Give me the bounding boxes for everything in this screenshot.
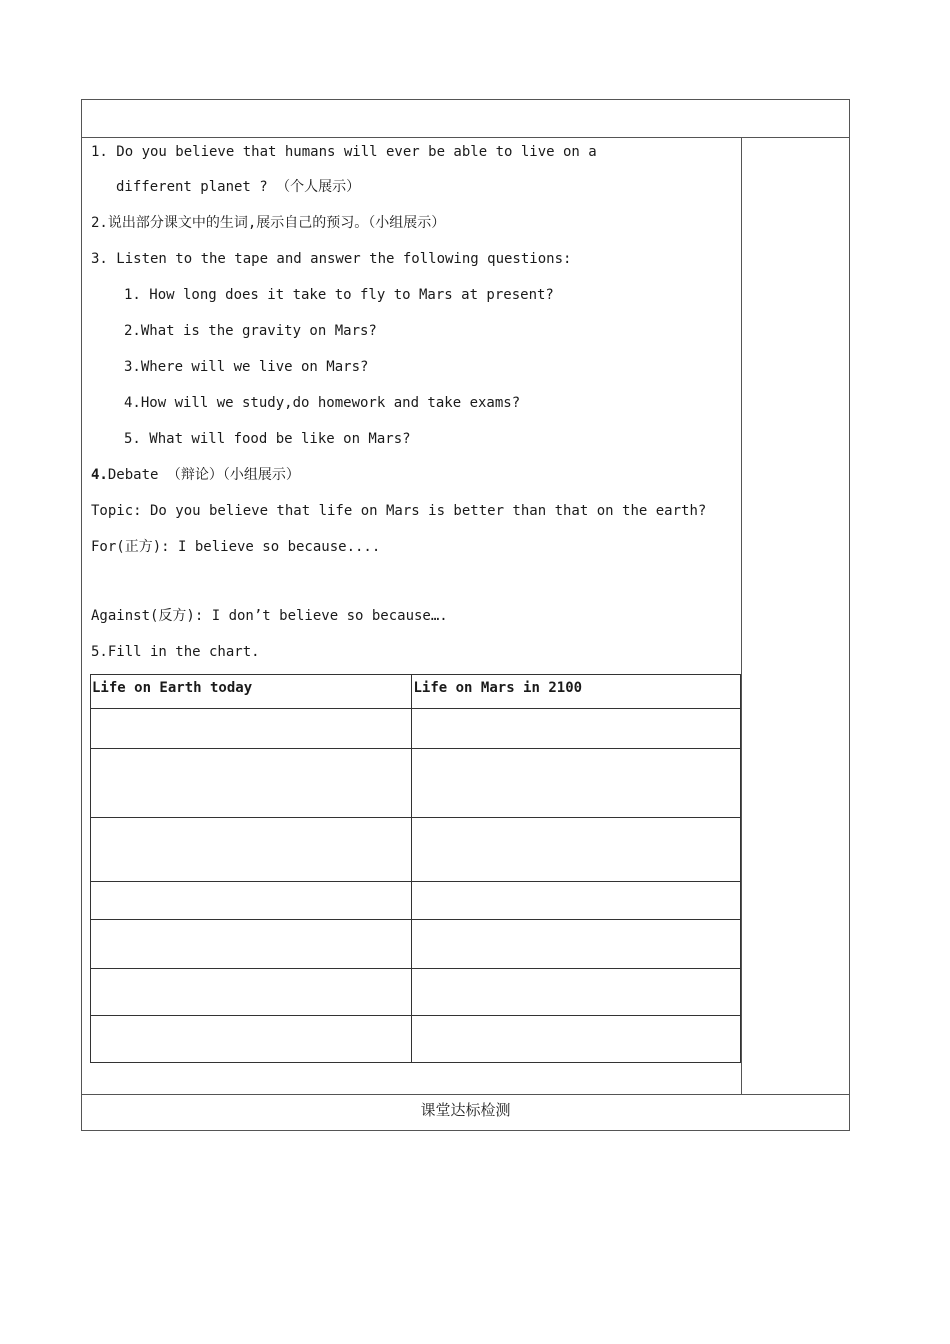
table-row: [91, 920, 741, 969]
question-1-line-1: 1. Do you believe that humans will ever be able to live on a: [91, 144, 597, 160]
top-blank-row: [82, 100, 849, 138]
earth-cell[interactable]: [91, 709, 412, 749]
listening-question-5: 5. What will food be like on Mars?: [124, 431, 411, 447]
table-header-row: [91, 675, 741, 709]
mars-cell[interactable]: [412, 818, 741, 882]
fill-chart-instruction: 5.Fill in the chart.: [91, 644, 260, 660]
mars-cell[interactable]: [412, 709, 741, 749]
comparison-table: [90, 674, 741, 1063]
table-row: [91, 709, 741, 749]
debate-against: Against(反方): I don’t believe so because….: [91, 608, 448, 624]
table-row: [91, 818, 741, 882]
table-row: [91, 749, 741, 818]
listening-question-2: 2.What is the gravity on Mars?: [124, 323, 377, 339]
earth-cell[interactable]: [91, 749, 412, 818]
debate-topic: Topic: Do you believe that life on Mars is better than that on the earth?: [91, 503, 707, 519]
question-1-line-2: different planet ? （个人展示）: [116, 179, 361, 195]
listening-question-1: 1. How long does it take to fly to Mars at present?: [124, 287, 554, 303]
question-4-heading: [91, 466, 300, 484]
mars-cell[interactable]: [412, 920, 741, 969]
column-divider: [741, 138, 742, 1094]
footer-row: [82, 1094, 849, 1131]
mars-cell[interactable]: [412, 882, 741, 920]
table-row: [91, 969, 741, 1016]
earth-cell[interactable]: [91, 969, 412, 1016]
header-earth: Life on Earth today: [91, 675, 412, 709]
table-row: [91, 882, 741, 920]
table-row: [91, 1016, 741, 1063]
question-4-title: Debate （辩论）（小组展示）: [107, 467, 300, 483]
debate-for: For(正方): I believe so because....: [91, 539, 381, 555]
mars-cell[interactable]: [412, 969, 741, 1016]
listening-question-4: 4.How will we study,do homework and take exams?: [124, 395, 521, 411]
mars-cell[interactable]: [412, 1016, 741, 1063]
header-mars: Life on Mars in 2100: [412, 675, 741, 709]
question-4-number: 4.: [91, 467, 108, 483]
earth-cell[interactable]: [91, 920, 412, 969]
earth-cell[interactable]: [91, 818, 412, 882]
footer-label: 课堂达标检测: [420, 1101, 511, 1119]
earth-cell[interactable]: [91, 882, 412, 920]
question-2: 2.说出部分课文中的生词,展示自己的预习。（小组展示）: [91, 215, 446, 231]
earth-cell[interactable]: [91, 1016, 412, 1063]
mars-cell[interactable]: [412, 749, 741, 818]
listening-question-3: 3.Where will we live on Mars?: [124, 359, 369, 375]
question-3-heading: 3. Listen to the tape and answer the following questions:: [91, 251, 572, 267]
